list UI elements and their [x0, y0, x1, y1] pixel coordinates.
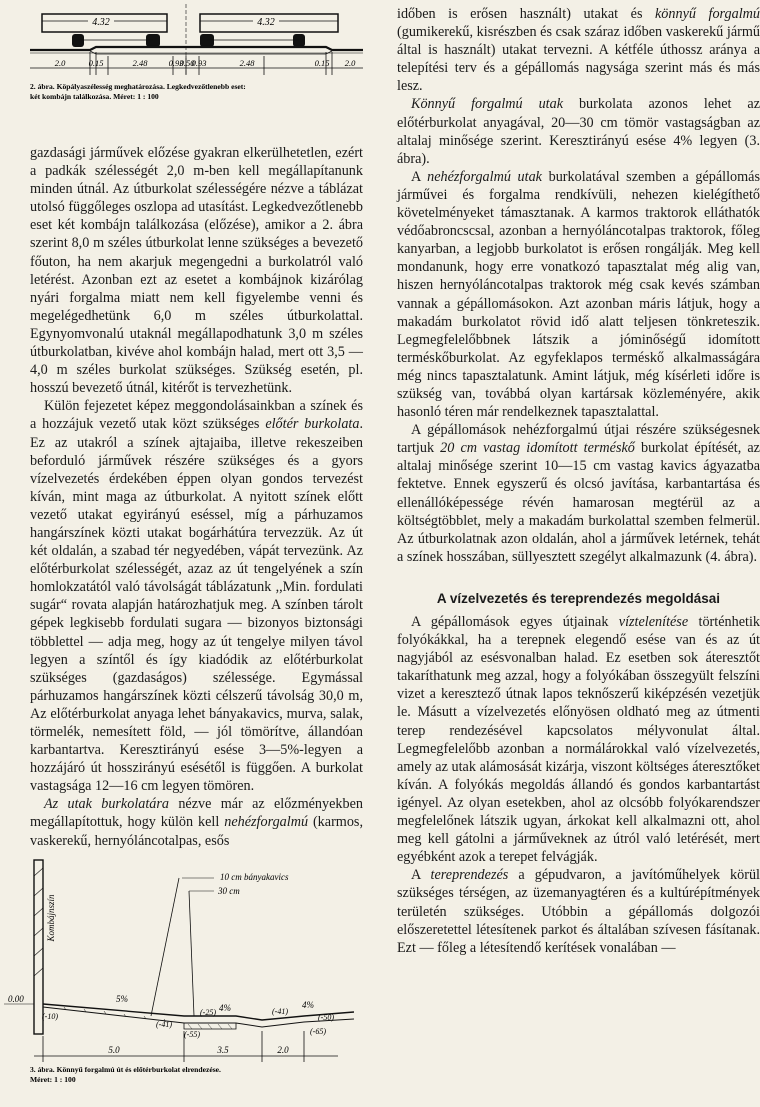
- section-heading: A vízelvezetés és tereprendezés megoldásai: [436, 590, 721, 606]
- right-paragraph-1-emphasis: Könnyű forgalmú utak: [411, 96, 563, 113]
- fig3-elevation-6: (-50): [318, 1012, 334, 1022]
- left-paragraph-2-emphasis: előtér burkolata: [265, 416, 360, 433]
- right-paragraph-4: A gépállomások egyes útjainak víztelenítése történhetik folyókákkal, ha a terepnek elegendő esése van és az út nagyjából az esésvonalban halad. Ez esetben sok áteresztőt takaríthatunk meg azzal, hogy a folyókában összegyült felszíni vizet a keresztező útnak lapos teknőszerű kiképzésén vezetjük le. Másutt a vízelvezetés előnyösen oldható meg az útmenti terep rendezésével kapcsolatos mélyvonulat által. Legmegfelelőbb azonban a normálárokkal való vízelvezetés, amely az utak alámosását kizárja, viszont költséges áteresztőket kíván. A folyókás megoldás állandó és gondos karbantartást igényel. Az olyan esetekben, ahol az olcsóbb folyókarendszer megfelelőnek látszik ugyan, árkokat kell alkalmazni ott, ahol meg kell gátolni a járműveknek az útról való letérését, mert egyébként azok a terepet felvágják.: [397, 614, 760, 866]
- left-paragraph-3: Az utak burkolatára nézve már az előzményekben megállapítottuk, hogy külön kell nehézforgalmú (karmos, vaskerekű, hernyóláncotalpas, esős: [30, 796, 363, 849]
- pavement-bottom: [43, 1007, 354, 1027]
- fig3-dim-3: 2.0: [277, 1044, 289, 1055]
- figure-2-caption-line-2: két kombájn találkozása. Méret: 1 : 100: [30, 92, 159, 101]
- fig3-dim-2: 3.5: [217, 1044, 229, 1055]
- fig3-percent-1: 5%: [116, 993, 128, 1004]
- left-paragraph-2: Külön fejezetet képez meggondolásainkban a színek és a hozzájuk vezető utak közt szükséges előtér burkolata. Ez az utakról a színek ajtajaiba, illetve rekeszeiben beforduló járművek részére szükséges és a gyors vízelvezetés érdekében éppen olyan gondos tervezést kíván, mint maga az útburkolat. A nyitott színek előtt vezető utakat egyirányú eséssel, míg a párhuzamos hangárszínek közti utakat bogárhátúra tervezzük. Az út két oldalán, a szabad tér negyedében, vápát tervezünk. Az előtérburkolat szélességét, azaz az út tengelyének a szín homlokzatától való távolságát táblázatunk ,,Min. fordulati sugár“ rovata alapján határozhatjuk meg. A színben tárolt gépek legkisebb fordulati sugara — bizonyos biztonsági többlettel — adja meg, hogy az út tengelye milyen távol legyen a színtől és így kiadódik az előtérburkolat szükséges (gazdaságos) szélessége. Egymással párhuzamos hangárszínek közti célszerű távolság 30,0 m, Az előtérburkolat anyaga lehet bányakavics, murva, salak, törmelék, nemesített föld, — jól tömörítve, állandóan karbantartva. Keresztirányú esése 3—5%-legyen a hozzájáró út hosszirányú esésétől is függően. A burkolat vastagsága 12—16 cm legyen tömören.: [30, 398, 363, 795]
- fig3-label-thickness: 30 cm: [218, 885, 240, 896]
- fig3-elevation-2: (-41): [156, 1019, 172, 1029]
- left-column: [8, 0, 363, 1084]
- fig3-elevation-7: (-65): [310, 1026, 326, 1036]
- fig2-dim-top-right: 4.32: [257, 17, 275, 28]
- right-paragraph-2: A nehézforgalmú utak burkolatával szemben a gépállomás járművei és forgalma rendkívüli, nehezen kielégíthető követelményeket támasztanak. A karmos traktorok elláthatók védőabroncscsal, azonban a hernyóláncotalpas traktorok, főleg kanyarban, a legjobb burkolatot is erősen rongálják. Meg kell mondanunk, hogy erre vonatkozó tapasztalat még alig van, hiszen hernyóláncotalpas traktorok még csak kevés számban vannak a gépállomásokon. Azt azonban máris látjuk, hogy a makadám burkolatot rövid idő alatt teljesen tönkreteszik. Legmegfelelőbbnek látszik a jóminőségű idomított terméskőburkolat. Az egyfeklapos terméskő alkalmasságára még nincs tapasztalatunk. Amint látjuk, még kísérleti időre is szükség van, továbbá olyan kartársak közleményére, akik hasonló téren már rendelkeznek tapasztalattal.: [397, 168, 760, 421]
- right-paragraph-2-emphasis: nehézforgalmú utak: [427, 168, 542, 185]
- fig2-dim-5: 0.50: [179, 58, 195, 68]
- right-paragraph-0-emphasis: könnyű forgalmú: [655, 6, 760, 22]
- building-wall: [34, 860, 43, 1034]
- fig2-dim-1: 2.0: [54, 58, 66, 68]
- left-paragraph-3-emphasis-1: Az utak burkolatára: [44, 796, 170, 813]
- fig3-level-left: 0.00: [8, 993, 24, 1004]
- road-surface: [30, 47, 363, 50]
- right-paragraph-0: időben is erősen használt) utakat és könnyű forgalmú (gumikerekű, kisrészben és csak száraz időben vaskerekű jármű által is használt) utakat tervezni. A kétféle úthossz aránya a telepítési terv és a gépállomás nagysága szerint más és más lesz.: [397, 6, 760, 95]
- fig2-dim-top-left: 4.32: [92, 17, 110, 28]
- fig2-dim-9: 2.0: [344, 58, 356, 68]
- figure-3-caption-line-1: 3. ábra. Könnyű forgalmú út és előtérburkolat elrendezése.: [30, 1064, 221, 1074]
- fig3-vertical-label: Kombájnszín: [46, 894, 56, 942]
- fig3-elevation-4: (-55): [184, 1029, 200, 1039]
- figure-2-cross-section: [30, 0, 363, 101]
- right-paragraph-5: A tereprendezés a gépudvaron, a javítóműhelyek körül szükséges térségen, az üzemanyagtéren és a kultúrépítmények területén szükséges. Utóbbin a gépállomás dolgozói előszeretettel létesítenek parkot és általában szívesen fásítanak. Ezt — főleg a létesítendő kerítések vonalában —: [397, 867, 760, 956]
- figure-3-road-section: [4, 856, 354, 1084]
- fig3-label-gravel: 10 cm bányakavics: [220, 871, 289, 882]
- right-column: [397, 0, 760, 957]
- right-paragraph-3-emphasis: 20 cm vastag idomított terméskő: [440, 440, 635, 457]
- fig3-percent-2: 4%: [219, 1002, 231, 1013]
- fig2-dim-3: 2.48: [132, 58, 148, 68]
- figure-2-caption-line-1: 2. ábra. Köpályaszélesség meghatározása. Legkedvezőtlenebb eset:: [30, 82, 246, 91]
- left-paragraph-3-emphasis-2: nehézforgalmú: [224, 814, 309, 831]
- fig2-dim-6: 0.93: [191, 58, 207, 68]
- right-paragraph-4-emphasis: víztelenítése: [618, 614, 689, 630]
- right-paragraph-1: Könnyű forgalmú utak burkolata azonos lehet az előtérburkolat anyagával, 20—30 cm tömör vastagságban az altalaj minősége szerint. Keresztirányú esése 4% legyen (3. ábra).: [397, 96, 760, 167]
- right-paragraph-3: A gépállomások nehézforgalmú útjai részére szükségesnek tartjuk 20 cm vastag idomított terméskő burkolat építését, az altalaj minősége szerint 10—15 cm vastag kavics ágyazatba fektetve. Ennek egyszerű és olcsó javítása, karbantartása és ellenállóképessége révén hamarosan megtérül az a költségtöbblet, mely a makadám burkolattal szemben felmerül. Az útburkolatnak azon oldalán, ahol a járművek letérnek, tehát a színek hosszában, süllyesztett szegélyt alkalmazunk (4. ábra).: [397, 422, 760, 565]
- figure-3-caption-line-2: Méret: 1 : 100: [30, 1074, 76, 1084]
- fig3-elevation-1: (-10): [42, 1011, 58, 1021]
- fig3-percent-3: 4%: [302, 999, 314, 1010]
- fig3-elevation-5: (-41): [272, 1006, 288, 1016]
- fig3-elevation-3: (-25): [200, 1007, 216, 1017]
- fig2-dim-7: 2.48: [239, 58, 255, 68]
- left-paragraph-1: gazdasági járművek előzése gyakran elkerülhetetlen, ezért a padkák szélességét 2,0 m-ben kell megállapítanunk minden útnál. Az útburkolat szélességére nézve a táblázat utolsó függőleges oszlopa ad utasítást. Legkedvezőtlenebb eset két kombájn találkozása (előzése), amikor a 2. ábra szerint 8,0 m széles útburkolat lenne szükséges a bevezető főuton, ha nem akarjuk megengedni a burkolatról való letérést. Azonban ezt az esetet a kombájnok kizárólag nyári forgalma miatt nem kell figyelembe venni és megelégedhetünk 6,0 m széles útburkolattal. Egynyomvonalú utaknál megállapodhatunk 3,0 m széles útburkolatban, kivéve ahol kombájn halad, mert ott 3,5 — 4,0 m széles burkolat szükséges. Szükség esetén, pl. hosszú bevezető útnál, kitérőt is tervezhetünk.: [30, 145, 363, 397]
- fig2-dim-8: 0.15: [314, 58, 330, 68]
- right-paragraph-5-emphasis: tereprendezés: [430, 867, 509, 884]
- fig3-dim-1: 5.0: [108, 1044, 120, 1055]
- fig2-dim-4: 0.93: [168, 58, 184, 68]
- fig2-dim-2: 0.15: [88, 58, 104, 68]
